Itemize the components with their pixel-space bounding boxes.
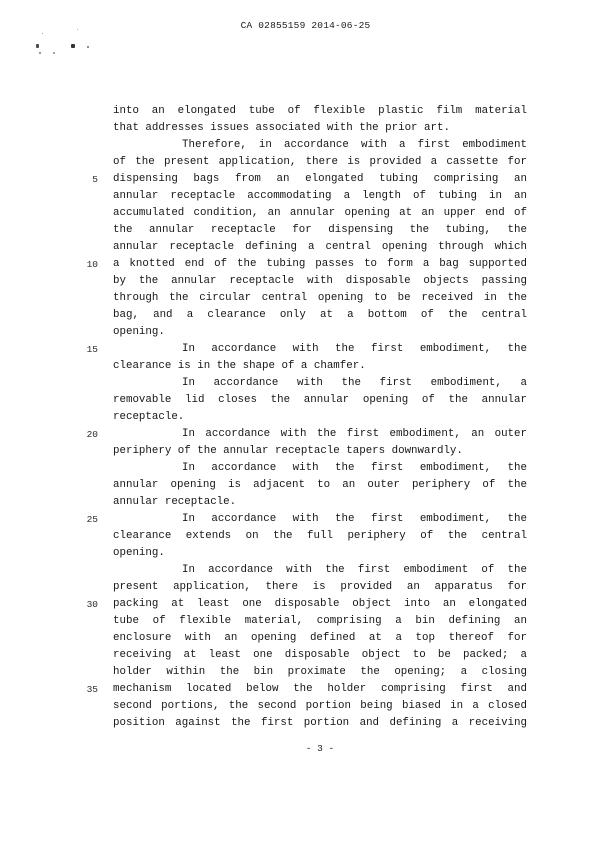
- line-number: [58, 392, 98, 409]
- line-number: 5: [92, 174, 98, 185]
- text-line: [0, 120, 611, 137]
- line-text: mechanism located below the holder comprising first and: [113, 683, 527, 695]
- line-text: clearance is in the shape of a chamfer.: [113, 360, 366, 372]
- line-number: [58, 324, 98, 341]
- line-text: tube of flexible material, comprising a bin defining an: [113, 615, 527, 627]
- line-number: [58, 715, 98, 732]
- scan-speck: [87, 46, 89, 48]
- line-text: accumulated condition, an annular opening at an upper end of: [113, 207, 527, 219]
- line-number: [58, 613, 98, 630]
- line-text: of the present application, there is provided a cassette for: [113, 156, 527, 168]
- text-line: [0, 511, 611, 528]
- line-number: 30: [86, 599, 98, 610]
- line-number: [58, 477, 98, 494]
- line-number: [58, 630, 98, 647]
- line-number: [58, 120, 98, 137]
- line-text: receiving at least one disposable object to be packed; a: [113, 649, 527, 661]
- line-text: periphery of the annular receptacle tapers downwardly.: [113, 445, 463, 457]
- text-line: [0, 426, 611, 443]
- line-text: that addresses issues associated with the prior art.: [113, 122, 450, 134]
- text-line: [0, 222, 611, 239]
- text-line: [0, 545, 611, 562]
- text-line: [0, 256, 611, 273]
- text-line: [0, 392, 611, 409]
- text-line: [0, 137, 611, 154]
- text-line: [0, 154, 611, 171]
- line-number: [58, 188, 98, 205]
- text-line: [0, 443, 611, 460]
- line-number: 15: [86, 344, 98, 355]
- line-text: opening.: [113, 547, 165, 559]
- line-number: [58, 545, 98, 562]
- line-number: [58, 205, 98, 222]
- line-number: [58, 443, 98, 460]
- line-text: In accordance with the first embodiment of the: [182, 564, 527, 576]
- line-text: In accordance with the first embodiment, the: [182, 462, 527, 474]
- text-line: [0, 630, 611, 647]
- document-body: [0, 103, 611, 732]
- line-number: 20: [86, 429, 98, 440]
- line-text: opening.: [113, 326, 165, 338]
- line-text: annular receptacle.: [113, 496, 237, 508]
- line-text: receptacle.: [113, 411, 185, 423]
- line-text: present application, there is provided an apparatus for: [113, 581, 527, 593]
- text-line: [0, 477, 611, 494]
- line-text: In accordance with the first embodiment, a: [182, 377, 527, 389]
- line-text: In accordance with the first embodiment, the: [182, 513, 527, 525]
- line-number: [58, 579, 98, 596]
- line-text: into an elongated tube of flexible plastic film material: [113, 105, 527, 117]
- text-line: [0, 239, 611, 256]
- line-text: through the circular central opening to be received in the: [113, 292, 527, 304]
- line-text: bag, and a clearance only at a bottom of the central: [113, 309, 527, 321]
- document-id-header: CA 02855159 2014-06-25: [240, 20, 371, 31]
- line-text: removable lid closes the annular opening of the annular: [113, 394, 527, 406]
- text-line: [0, 596, 611, 613]
- line-number: 35: [86, 684, 98, 695]
- line-number: 25: [86, 514, 98, 525]
- text-line: [0, 494, 611, 511]
- text-line: [0, 171, 611, 188]
- line-text: the annular receptacle for dispensing the tubing, the: [113, 224, 527, 236]
- text-line: [0, 188, 611, 205]
- line-text: In accordance with the first embodiment, the: [182, 343, 527, 355]
- line-number: [58, 358, 98, 375]
- text-line: [0, 681, 611, 698]
- line-text: by the annular receptacle with disposable objects passing: [113, 275, 527, 287]
- line-number: [58, 409, 98, 426]
- line-number: [58, 222, 98, 239]
- text-line: [0, 715, 611, 732]
- line-text: annular receptacle defining a central opening through which: [113, 241, 527, 253]
- text-line: [0, 579, 611, 596]
- text-line: [0, 460, 611, 477]
- line-text: Therefore, in accordance with a first embodiment: [182, 139, 527, 151]
- line-number: [58, 664, 98, 681]
- line-number: [58, 137, 98, 154]
- text-line: [0, 528, 611, 545]
- line-number: [58, 273, 98, 290]
- line-text: In accordance with the first embodiment, an outer: [182, 428, 527, 440]
- scan-speck: [71, 44, 75, 48]
- line-number: [58, 375, 98, 392]
- text-line: [0, 324, 611, 341]
- line-number: [58, 460, 98, 477]
- line-text: annular receptacle accommodating a length of tubing in an: [113, 190, 527, 202]
- text-line: [0, 358, 611, 375]
- text-line: [0, 375, 611, 392]
- scan-speck: [53, 52, 55, 54]
- line-text: annular opening is adjacent to an outer periphery of the: [113, 479, 527, 491]
- text-line: [0, 613, 611, 630]
- line-number: [58, 562, 98, 579]
- text-line: [0, 562, 611, 579]
- text-line: [0, 698, 611, 715]
- text-line: [0, 664, 611, 681]
- line-number: [58, 239, 98, 256]
- scan-speck: [36, 44, 39, 48]
- line-number: [58, 698, 98, 715]
- line-text: a knotted end of the tubing passes to form a bag supported: [113, 258, 527, 270]
- line-number: [58, 494, 98, 511]
- text-line: [0, 205, 611, 222]
- text-line: [0, 307, 611, 324]
- scan-speck: [39, 52, 41, 54]
- line-text: second portions, the second portion being biased in a closed: [113, 700, 527, 712]
- line-number: [58, 103, 98, 120]
- text-line: [0, 103, 611, 120]
- line-number: [58, 290, 98, 307]
- text-line: [0, 647, 611, 664]
- line-text: dispensing bags from an elongated tubing comprising an: [113, 173, 527, 185]
- text-line: [0, 341, 611, 358]
- scan-speck: [42, 33, 43, 34]
- text-line: [0, 290, 611, 307]
- line-text: clearance extends on the full periphery of the central: [113, 530, 527, 542]
- line-text: holder within the bin proximate the opening; a closing: [113, 666, 527, 678]
- line-number: [58, 154, 98, 171]
- text-line: [0, 409, 611, 426]
- line-text: enclosure with an opening defined at a top thereof for: [113, 632, 527, 644]
- page-number: - 3 -: [305, 743, 335, 754]
- line-number: [58, 528, 98, 545]
- line-text: position against the first portion and defining a receiving: [113, 717, 527, 729]
- line-text: packing at least one disposable object into an elongated: [113, 598, 527, 610]
- text-line: [0, 273, 611, 290]
- line-number: 10: [86, 259, 98, 270]
- line-number: [58, 647, 98, 664]
- line-number: [58, 307, 98, 324]
